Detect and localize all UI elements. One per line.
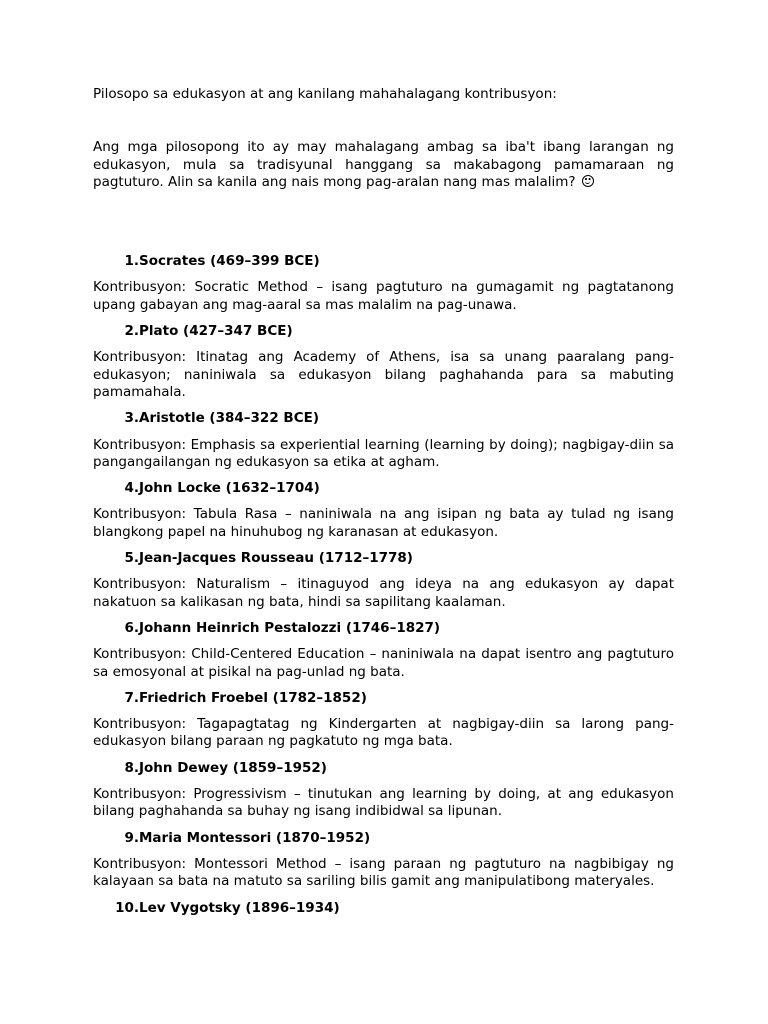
philosopher-heading (93, 480, 674, 497)
list-number-text: 1. (124, 253, 139, 270)
contribution-text: Kontribusyon: Socratic Method – isang pagtuturo na gumagamit ng pagtatanong upang gabayan ang mag-aaral sa mas malalim na pag-unawa. (93, 279, 674, 313)
contribution-text: Kontribusyon: Progressivism – tinutukan ang learning by doing, at ang edukasyon bilang paghahanda sa buhay ng isang indibidwal sa lipunan. (93, 786, 674, 820)
list-number (93, 253, 139, 270)
list-item (93, 550, 674, 611)
contribution-text: Kontribusyon: Emphasis sa experiential learning (learning by doing); nagbigay-diin sa pangangailangan ng edukasyon sa etika at agham. (93, 436, 674, 470)
philosopher-heading (93, 550, 674, 567)
list-number-text: 6. (124, 619, 139, 636)
list-number-text: 4. (124, 480, 139, 497)
list-number-text: 9. (124, 829, 139, 846)
list-number (93, 620, 139, 637)
list-item (93, 900, 674, 917)
list-item (93, 690, 674, 751)
intro-paragraph (93, 139, 674, 191)
list-number (93, 323, 139, 340)
intro-text: Ang mga pilosopong ito ay may mahalagang ambag sa iba't ibang larangan ng edukasyon, mula sa tradisyunal hanggang sa makabagong pamamaraan ng pagtuturo. Alin sa kanila ang nais mong pag-aralan nang mas malalim? (93, 139, 674, 190)
list-number (93, 410, 139, 427)
list-item (93, 620, 674, 681)
list-number-text: 3. (124, 410, 139, 427)
list-number (93, 830, 139, 847)
philosopher-name: Aristotle (384–322 BCE) (139, 410, 320, 427)
list-item (93, 760, 674, 821)
smiling-face-icon (582, 175, 594, 187)
philosopher-name: Jean-Jacques Rousseau (1712–1778) (139, 550, 413, 567)
document-page (93, 86, 674, 917)
philosopher-heading (93, 690, 674, 707)
contribution-text: Kontribusyon: Tagapagtatag ng Kindergarten at nagbigay-diin sa larong pang-edukasyon bilang paraan ng pagkatuto ng mga bata. (93, 716, 674, 750)
philosopher-heading (93, 760, 674, 777)
philosopher-name: Socrates (469–399 BCE) (139, 253, 320, 270)
contribution-text: Kontribusyon: Tabula Rasa – naniniwala na ang isipan ng bata ay tulad ng isang blangkong papel na hinuhubog ng karanasan at edukasyon. (93, 506, 674, 540)
list-number (93, 480, 139, 497)
list-number-text: 5. (124, 550, 139, 567)
list-item (93, 410, 674, 471)
list-item (93, 323, 674, 401)
list-number (93, 900, 139, 917)
document-title: Pilosopo sa edukasyon at ang kanilang mahahalagang kontribusyon: (93, 86, 557, 102)
philosopher-heading (93, 830, 674, 847)
philosopher-heading (93, 410, 674, 427)
philosopher-heading (93, 620, 674, 637)
philosopher-heading (93, 323, 674, 340)
philosopher-name: Maria Montessori (1870–1952) (139, 829, 371, 846)
philosopher-heading (93, 253, 674, 270)
contribution-text: Kontribusyon: Montessori Method – isang paraan ng pagtuturo na nagbibigay ng kalayaan sa bata na matuto sa sariling bilis gamit ang manipulatibong materyales. (93, 855, 674, 890)
list-number-text: 2. (124, 323, 139, 340)
list-item (93, 253, 674, 314)
philosopher-name: Johann Heinrich Pestalozzi (1746–1827) (139, 619, 441, 636)
contribution-text: Kontribusyon: Itinatag ang Academy of Athens, isa sa unang paaralang pang-edukasyon; naniniwala sa edukasyon bilang paghahanda para sa mabuting pamamahala. (93, 349, 674, 400)
contribution-text: Kontribusyon: Naturalism – itinaguyod ang ideya na ang edukasyon ay dapat nakatuon sa kalikasan ng bata, hindi sa sapilitang kaalaman. (93, 576, 674, 610)
philosopher-name: Lev Vygotsky (1896–1934) (139, 899, 340, 916)
philosopher-name: John Dewey (1859–1952) (139, 759, 327, 776)
contribution-text: Kontribusyon: Child-Centered Education – naniniwala na dapat isentro ang pagtuturo sa emosyonal at pisikal na pag-unlad ng bata. (93, 646, 674, 680)
list-number (93, 690, 139, 707)
philosopher-name: John Locke (1632–1704) (139, 480, 320, 497)
list-number (93, 760, 139, 777)
list-number-text: 10. (115, 899, 139, 916)
philosopher-heading (93, 900, 674, 917)
list-number-text: 8. (124, 759, 139, 776)
philosopher-name: Plato (427–347 BCE) (139, 323, 293, 340)
list-item (93, 830, 674, 891)
list-number (93, 550, 139, 567)
philosopher-list (93, 253, 674, 917)
list-number-text: 7. (124, 689, 139, 706)
philosopher-name: Friedrich Froebel (1782–1852) (139, 689, 367, 706)
list-item (93, 480, 674, 541)
